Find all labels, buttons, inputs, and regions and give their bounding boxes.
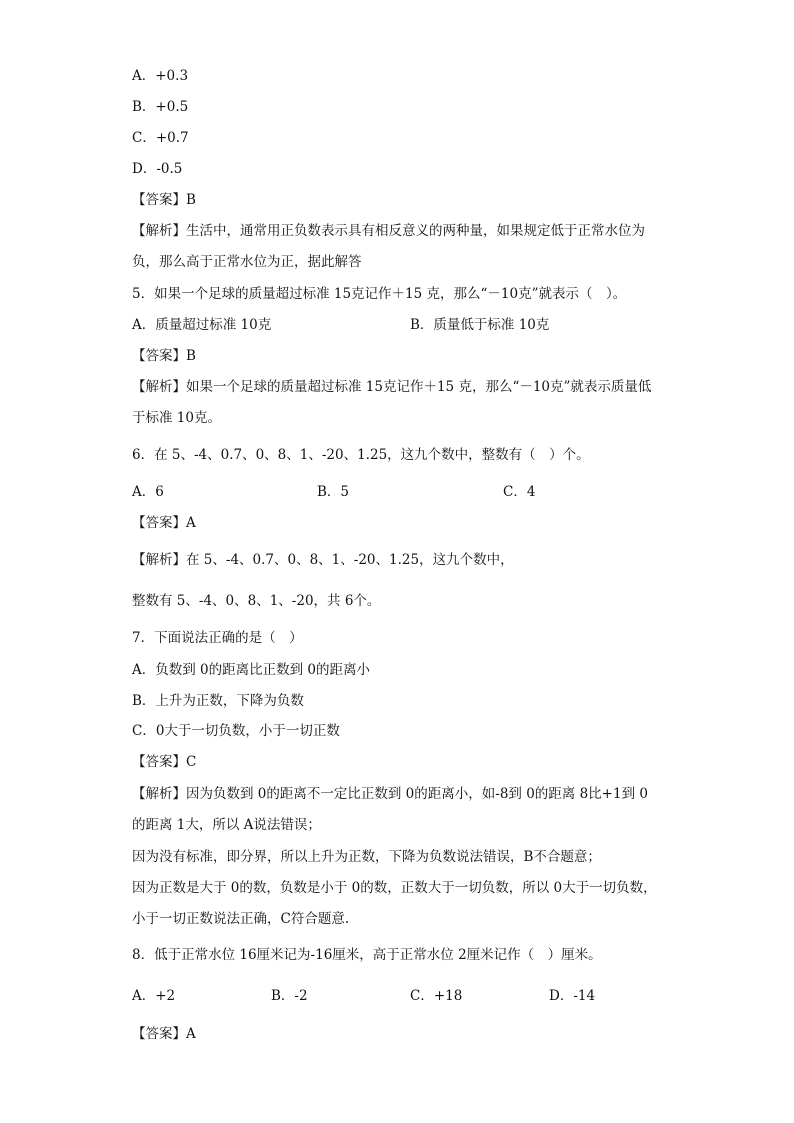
q8-option-c: C．+18 — [410, 988, 463, 1004]
analysis-line: 【解析】在 5、-4、0.7、0、8、1、-20、1.25，这九个数中， — [132, 552, 514, 568]
option-text: B．上升为正数，下降为负数 — [132, 693, 304, 709]
answer-line: 【答案】B — [132, 348, 196, 364]
question-6: 6．在 5、-4、0.7、0、8、1、-20、1.25，这九个数中，整数有（ ）个。 — [132, 447, 590, 463]
q8-option-b: B．-2 — [271, 988, 308, 1004]
analysis-line: 的距离 1大，所以 A说法错误； — [132, 817, 321, 833]
q6-option-a: A．6 — [132, 484, 164, 500]
option-text: A．负数到 0的距离比正数到 0的距离小 — [132, 662, 371, 678]
question-5: 5．如果一个足球的质量超过标准 15克记作＋15 克，那么“－10克”就表示（ ）。 — [132, 286, 627, 302]
option-text: C．+0.7 — [132, 130, 189, 146]
answer-line: 【答案】C — [132, 754, 197, 770]
option-text: A．+0.3 — [132, 68, 189, 84]
answer-line: 【答案】A — [132, 1026, 196, 1042]
question-8: 8．低于正常水位 16厘米记为-16厘米，高于正常水位 2厘米记作（ ）厘米。 — [132, 947, 602, 963]
option-text: D．-0.5 — [132, 161, 183, 177]
option-text: B．+0.5 — [132, 99, 189, 115]
analysis-line: 【解析】如果一个足球的质量超过标准 15克记作＋15 克，那么“－10克”就表示质量低 — [132, 379, 652, 395]
answer-line: 【答案】B — [132, 192, 196, 208]
analysis-line: 整数有 5、-4、0、8、1、-20，共 6个。 — [132, 593, 381, 609]
analysis-line: 负，那么高于正常水位为正，据此解答 — [132, 254, 362, 270]
question-7: 7．下面说法正确的是（ ） — [132, 630, 303, 646]
analysis-line: 于标准 10克。 — [132, 410, 221, 426]
analysis-line: 因为没有标准，即分界，所以上升为正数，下降为负数说法错误，B不合题意； — [132, 849, 601, 865]
analysis-line: 小于一切正数说法正确，C符合题意. — [132, 911, 350, 927]
q6-option-b: B．5 — [317, 484, 350, 500]
q8-option-d: D．-14 — [549, 988, 596, 1004]
analysis-line: 【解析】生活中，通常用正负数表示具有相反意义的两种量，如果规定低于正常水位为 — [132, 223, 645, 239]
q8-option-a: A．+2 — [132, 988, 176, 1004]
q6-option-c: C．4 — [503, 484, 536, 500]
option-text: C．0大于一切负数，小于一切正数 — [132, 723, 340, 739]
q5-option-b: B．质量低于标准 10克 — [410, 317, 550, 333]
analysis-line: 因为正数是大于 0的数，负数是小于 0的数，正数大于一切负数，所以 0大于一切负数， — [132, 880, 657, 896]
answer-line: 【答案】A — [132, 515, 196, 531]
analysis-line: 【解析】因为负数到 0的距离不一定比正数到 0的距离小，如-8到 0的距离 8比+1到 0 — [132, 786, 648, 802]
q5-option-a: A．质量超过标准 10克 — [132, 317, 272, 333]
